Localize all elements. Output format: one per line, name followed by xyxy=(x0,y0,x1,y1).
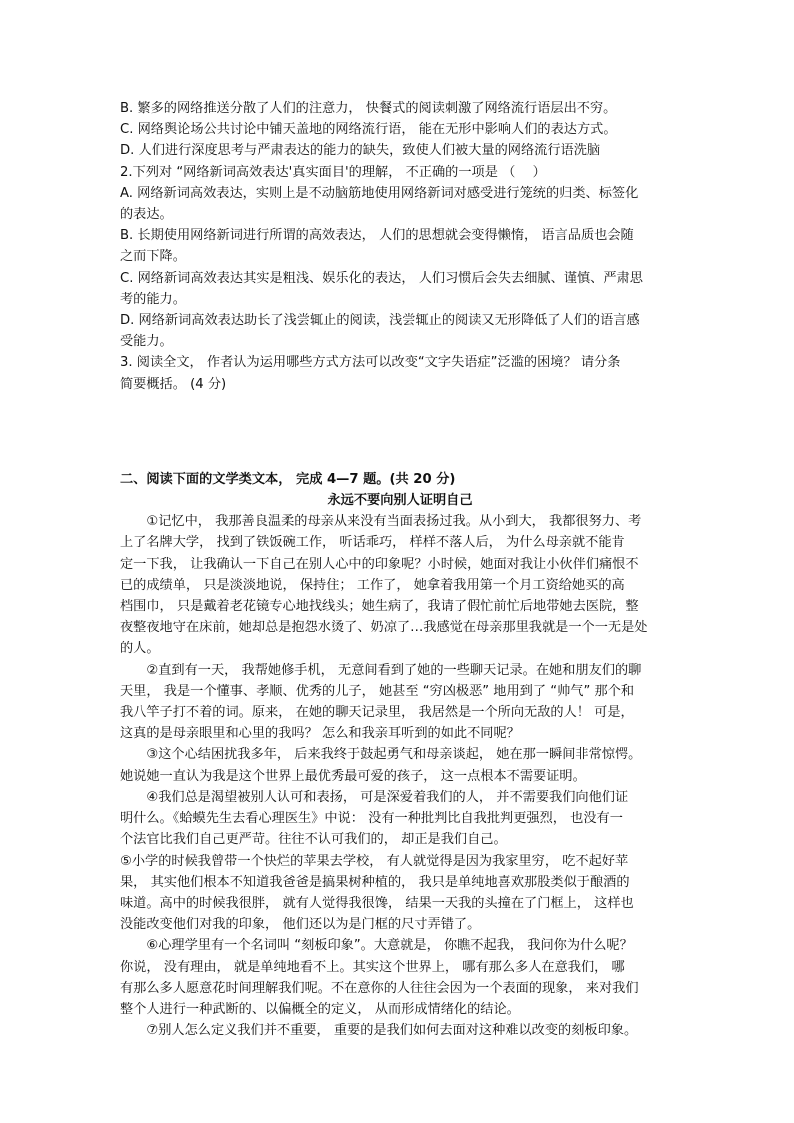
paragraph-line: 她说她一直认为我是这个世界上最优秀最可爱的孩子， 这一点根本不需要证明。 xyxy=(120,768,586,784)
paragraph-line: ⑥心理学里有一个名词叫 “刻板印象”。大意就是， 你瞧不起我， 我问你为什么呢？ xyxy=(120,938,633,954)
option-d-2: D. 网络新词高效表达助长了浅尝辄止的阅读，浅尝辄止的阅读又无形降低了人们的语言感 xyxy=(120,313,640,329)
question-block xyxy=(120,98,680,395)
paragraph-line: 个法官比我们自己更严苛。往往不认可我们的， 却正是我们自己。 xyxy=(120,832,507,848)
option-b-1: B. 繁多的网络推送分散了人们的注意力， 快餐式的阅读刺激了网络流行语层出不穷。 xyxy=(120,101,617,116)
paragraph-line: ①记忆中， 我那善良温柔的母亲从来没有当面表扬过我。从小到大， 我都很努力、考 xyxy=(120,514,642,530)
paragraph-line: 档围巾， 只是戴着老花镜专心地找线头；她生病了，我请了假忙前忙后地带她去医院，整 xyxy=(120,599,639,615)
paragraph-line: 整个人进行一种武断的、以偏概全的定义， 从而形成情绪化的结论。 xyxy=(120,1001,520,1017)
paragraph-line: 果， 其实他们根本不知道我爸爸是搞果树种植的， 我只是单纯地喜欢那股类似于酿酒的 xyxy=(120,874,630,890)
paragraph-line: 上了名牌大学， 找到了铁饭碗工作， 听话乖巧， 样样不落人后， 为什么母亲就不能肯 xyxy=(120,535,625,551)
paragraph-line: 我八竿子打不着的词。原来， 在她的聊天记录里， 我居然是一个所向无敌的人！ 可是， xyxy=(120,705,634,721)
option-a-2: A. 网络新词高效表达，实则上是不动脑筋地使用网络新词对感受进行笼统的归类、标签化 xyxy=(120,185,639,201)
paragraph-line: ⑦别人怎么定义我们并不重要， 重要的是我们如何去面对这种难以改变的刻板印象。 xyxy=(120,1023,638,1039)
paragraph-line: 的人。 xyxy=(120,641,160,657)
paragraph-line: 明什么。《蛤蟆先生去看心理医生》中说： 没有一种批判比自我批判更强烈， 也没有一 xyxy=(120,811,623,827)
option-c-2-cont: 考的能力。 xyxy=(120,291,186,307)
paragraph-line: ③这个心结困扰我多年， 后来我终于鼓起勇气和母亲谈起， 她在那一瞬间非常惊愕。 xyxy=(120,747,642,763)
question-3-cont: 简要概括。 (4 分) xyxy=(120,376,227,392)
paragraph-line: 你说， 没有理由， 就是单纯地看不上。其实这个世界上， 哪有那么多人在意我们， 哪 xyxy=(120,959,625,975)
paragraph-line: 味道。高中的时候我很胖， 就有人觉得我很馋， 结果一天我的头撞在了门框上， 这样也 xyxy=(120,895,634,911)
paragraph-line: 已的成绩单， 只是淡淡地说， 保持住； 工作了， 她拿着我用第一个月工资给她买的高 xyxy=(120,577,625,593)
option-b-2-cont: 之而下降。 xyxy=(120,249,186,265)
question-2: 2.下列对 “网络新词高效表达'真实面目'的理解， 不正确的一项是 （ ） xyxy=(120,164,546,180)
option-d-2-cont: 受能力。 xyxy=(120,334,173,350)
paragraph-line: ⑤小学的时候我曾带一个快烂的苹果去学校， 有人就觉得是因为我家里穷， 吃不起好苹 xyxy=(120,853,629,869)
option-c-2: C. 网络新词高效表达其实是粗浅、娱乐化的表达， 人们习惯后会失去细腻、谨慎、严肃思 xyxy=(120,270,643,286)
paragraph-line: 定一下我， 让我确认一下自己在别人心中的印象呢？小时候，她面对我让小伙伴们痛恨不 xyxy=(120,556,639,572)
option-b-2: B. 长期使用网络新词进行所谓的高效表达， 人们的思想就会变得懒惰， 语言品质也会随 xyxy=(120,228,634,244)
paragraph-line: 有那么多人愿意花时间理解我们呢。不在意你的人往往会因为一个表面的现象， 来对我们 xyxy=(120,980,639,996)
option-d-1: D. 人们进行深度思考与严肃表达的能力的缺失，致使人们被大量的网络流行语洗脑 xyxy=(120,143,601,159)
blank-space xyxy=(120,395,680,469)
paragraph-line: 天里， 我是一个懂事、孝顺、优秀的儿子， 她甚至 “穷凶极恶” 地用到了 “帅气” 那个和 xyxy=(120,683,635,699)
option-a-2-cont: 的表达。 xyxy=(120,207,173,223)
paragraph-line: 没能改变他们对我的印象， 他们还以为是门框的尺寸弄错了。 xyxy=(120,917,481,933)
reading-section xyxy=(120,469,680,1041)
document-page xyxy=(120,98,680,1041)
story-title: 永远不要向别人证明自己 xyxy=(327,493,473,509)
paragraph-line: 夜整夜地守在床前，她却总是抱怨水烫了、奶凉了…我感觉在母亲那里我就是一个一无是处 xyxy=(120,620,648,636)
section-heading: 二、阅读下面的文学类文本， 完成 4—7 题。(共 20 分) xyxy=(120,471,456,487)
question-3: 3. 阅读全文， 作者认为运用哪些方式方法可以改变“文字失语症”泛滥的困境？ 请分条 xyxy=(120,355,621,371)
paragraph-line: ④我们总是渴望被别人认可和表扬， 可是深爱着我们的人， 并不需要我们向他们证 xyxy=(120,789,629,805)
paragraph-line: ②直到有一天， 我帮她修手机， 无意间看到了她的一些聊天记录。在她和朋友们的聊 xyxy=(120,662,642,678)
paragraph-line: 这真的是母亲眼里和心里的我吗？ 怎么和我亲耳听到的如此不同呢？ xyxy=(120,726,520,742)
option-c-1: C. 网络舆论场公共讨论中铺天盖地的网络流行语， 能在无形中影响人们的表达方式。 xyxy=(120,122,617,138)
